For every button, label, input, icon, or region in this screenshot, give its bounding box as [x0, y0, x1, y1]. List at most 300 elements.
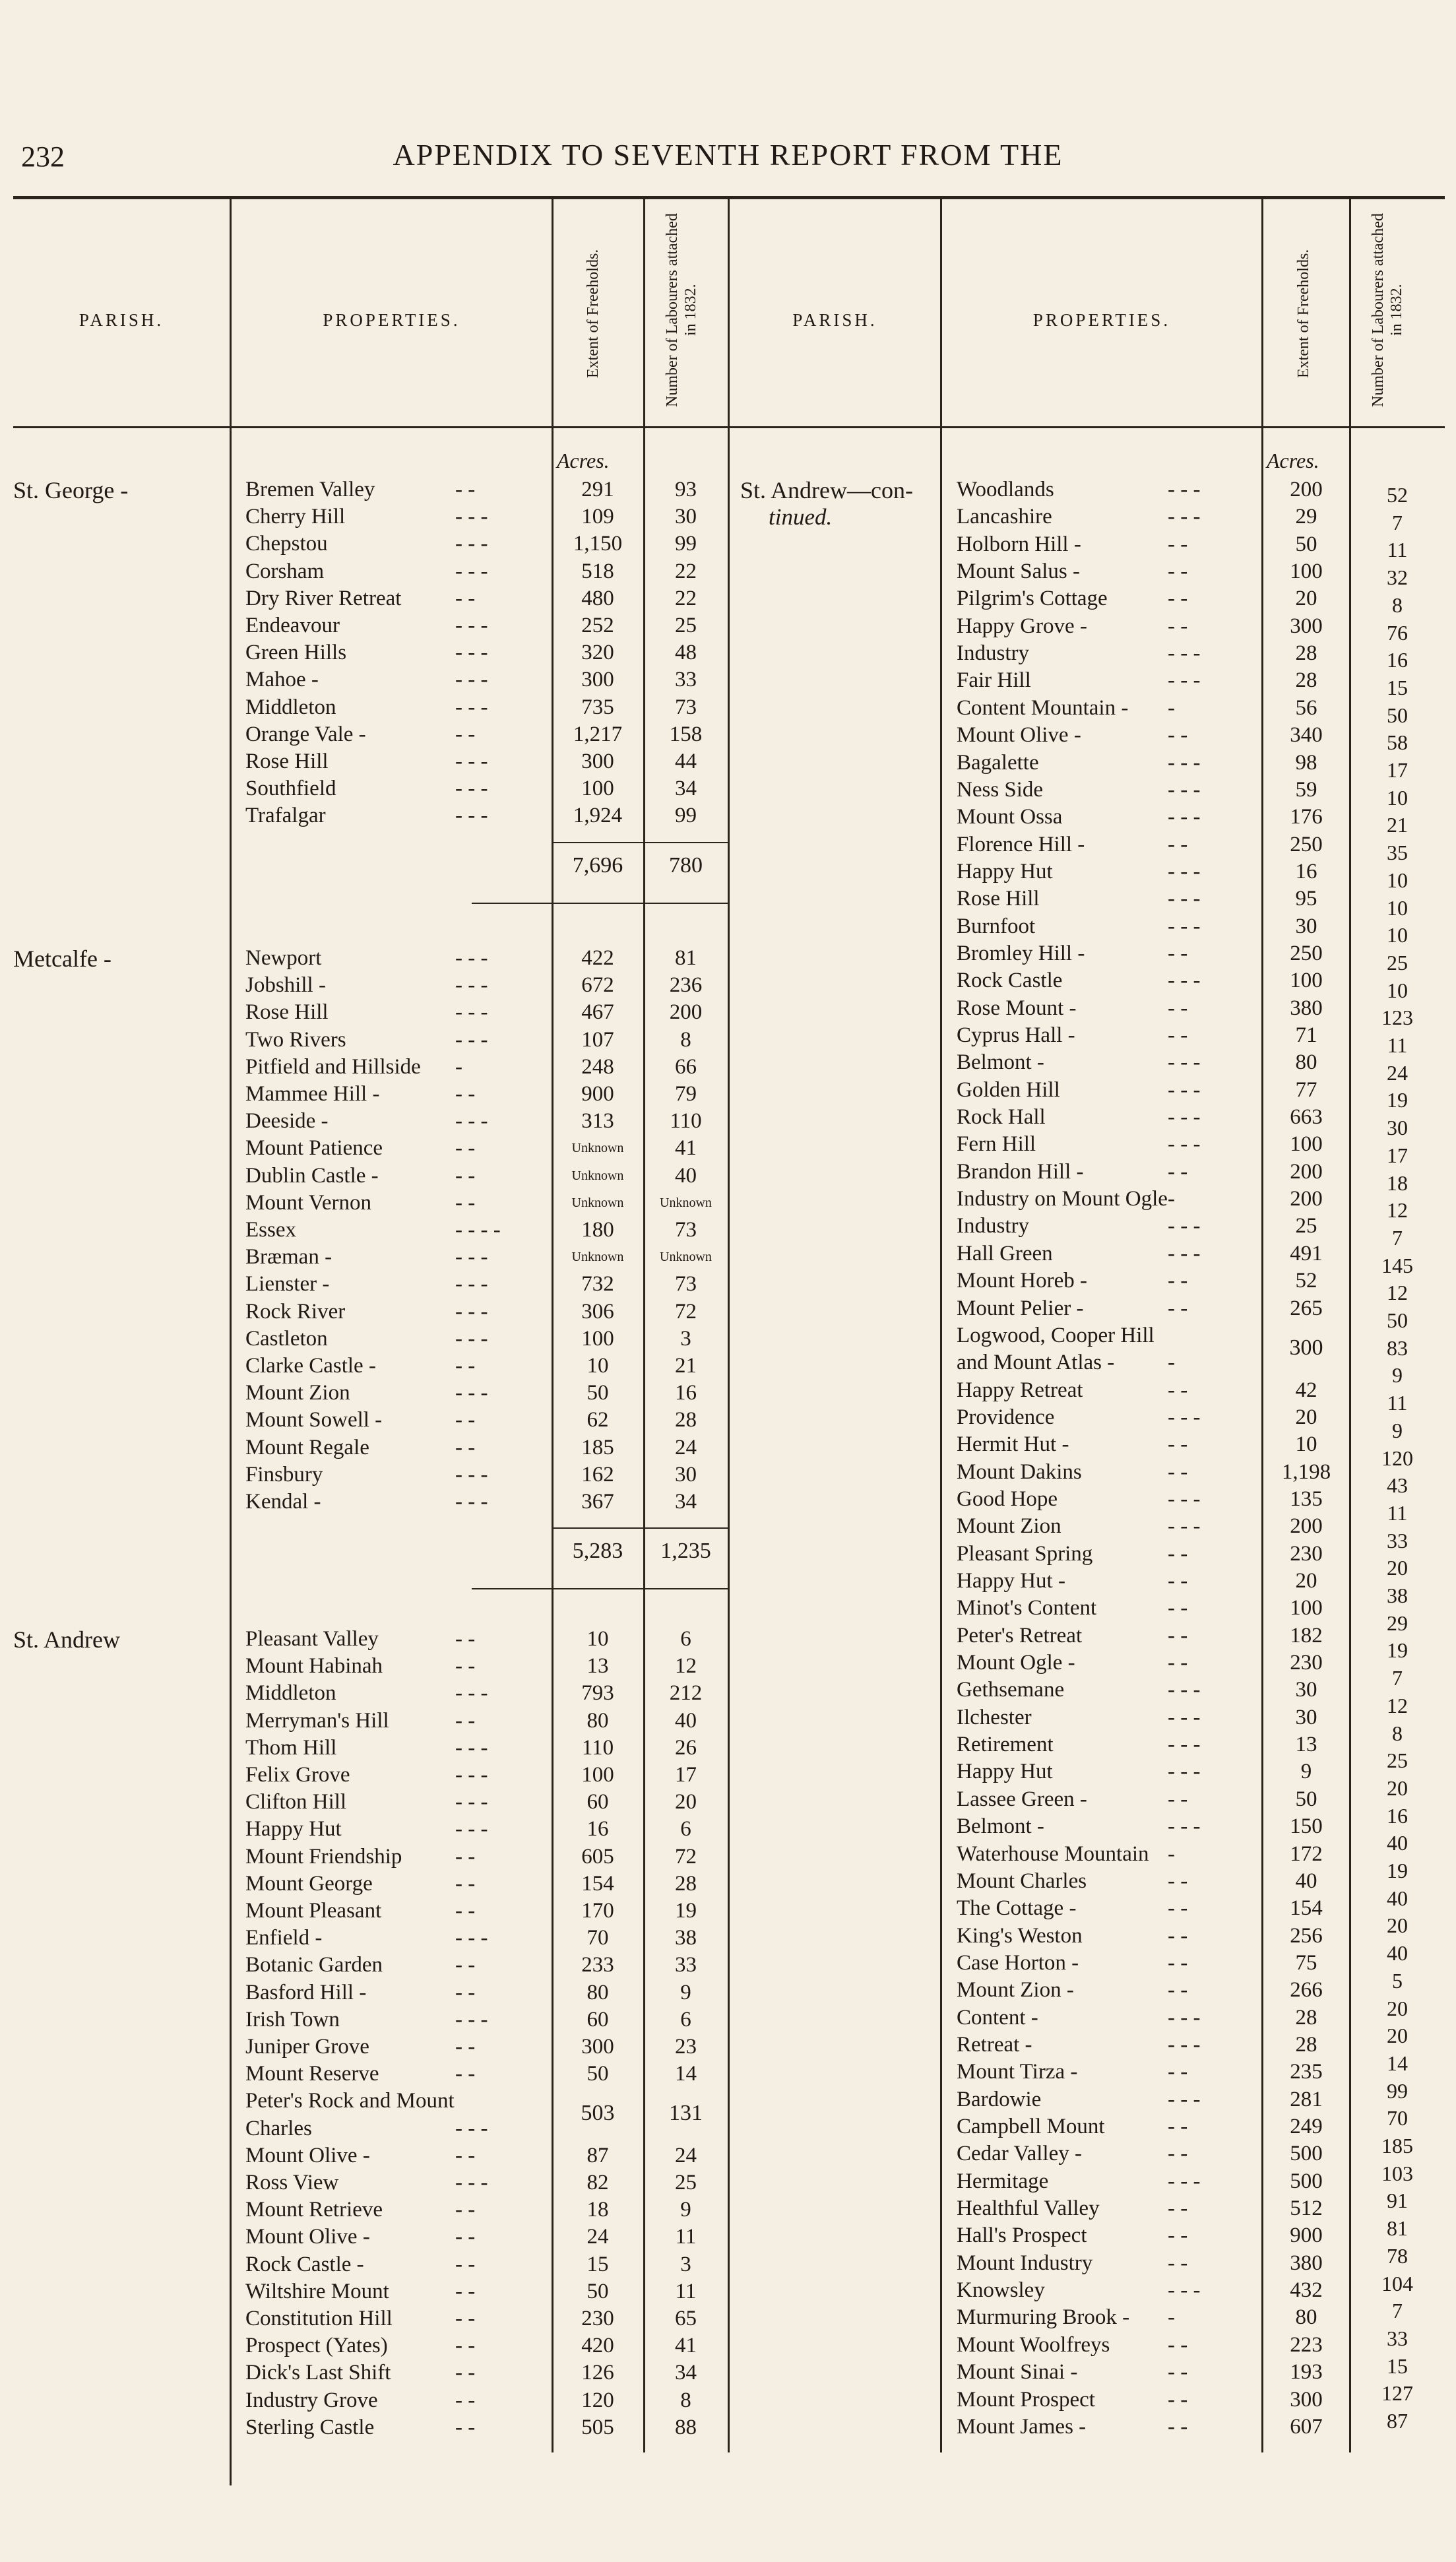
- leader-dots: - -: [1168, 2196, 1188, 2221]
- extent-value: 432: [1290, 2278, 1323, 2303]
- property-name: Campbell Mount: [957, 2115, 1105, 2138]
- leader-dots: - - -: [455, 946, 488, 970]
- leader-dots: - - -: [455, 641, 488, 665]
- extent-value: 300: [1290, 2387, 1323, 2412]
- leader-dots: - - -: [455, 2171, 488, 2194]
- extent-value: 182: [1290, 1623, 1323, 1648]
- leader-dots: - - -: [455, 1926, 488, 1950]
- property-name: Two Rivers: [245, 1027, 346, 1052]
- labourers-value: 25: [675, 2171, 697, 2194]
- property-name: Bardowie: [957, 2087, 1042, 2111]
- property-name: Belmont -: [957, 1050, 1044, 1075]
- property-name: Castleton: [245, 1326, 328, 1351]
- leader-dots: - -: [1168, 1978, 1188, 2002]
- leader-dots: - -: [1168, 2115, 1188, 2138]
- labourers-value: 24: [675, 2143, 697, 2167]
- property-name: Mount Regale: [245, 1435, 369, 1459]
- extent-value: 100: [1290, 560, 1323, 584]
- leader-dots: - - -: [455, 614, 488, 637]
- total-labourers: 1,235: [660, 1539, 711, 1564]
- leader-dots: - - - -: [455, 1218, 501, 1242]
- extent-value: 29: [1295, 505, 1317, 529]
- extent-value: 200: [1290, 478, 1323, 501]
- extent-value: 249: [1290, 2115, 1323, 2138]
- property-name: Prospect (Yates): [245, 2334, 388, 2358]
- parish-continued: St. Andrew—con-: [740, 477, 913, 503]
- leader-dots: - - -: [455, 1735, 488, 1760]
- property-name: Orange Vale -: [245, 722, 366, 746]
- labourers-value: 6: [680, 1627, 691, 1651]
- property-name: Mount Reserve: [245, 2062, 379, 2086]
- property-name: Pitfield and Hillside: [245, 1054, 421, 1079]
- leader-dots: - -: [1168, 1651, 1188, 1675]
- labourers-value: 48: [675, 641, 697, 665]
- leader-dots: - -: [455, 1354, 476, 1378]
- total-bottom-rule: [472, 903, 728, 904]
- labourers-value: 41: [675, 1136, 697, 1161]
- parish-name: Metcalfe -: [13, 945, 111, 972]
- leader-dots: - -: [455, 2388, 476, 2412]
- property-name: Golden Hill: [957, 1077, 1060, 1102]
- property-name: Mount Pleasant: [245, 1899, 382, 1923]
- extent-value: 162: [581, 1462, 614, 1487]
- property-name: Content -: [957, 2005, 1038, 2030]
- labourers-value: 20: [1387, 1776, 1408, 1800]
- property-name: Cyprus Hall -: [957, 1023, 1075, 1047]
- leader-dots: - - -: [1168, 505, 1201, 529]
- property-name: Mount James -: [957, 2414, 1087, 2439]
- extent-value: 200: [1290, 1159, 1323, 1184]
- extent-value: 512: [1290, 2196, 1323, 2221]
- property-name: Industry: [957, 1214, 1029, 1238]
- property-name: Bremen Valley: [245, 478, 375, 501]
- leader-dots: - -: [455, 2143, 476, 2167]
- leader-dots: - - -: [1168, 1105, 1201, 1130]
- labourers-value: 11: [1387, 1500, 1408, 1525]
- leader-dots: - - -: [1168, 2169, 1201, 2193]
- labourers-value: 40: [675, 1163, 697, 1188]
- property-name: Rock Castle: [957, 969, 1063, 993]
- property-name: Happy Grove -: [957, 614, 1087, 638]
- property-name: Florence Hill -: [957, 832, 1085, 856]
- extent-value: 28: [1295, 668, 1317, 693]
- leader-dots: - -: [1168, 1296, 1188, 1320]
- extent-value: 193: [1290, 2360, 1323, 2385]
- extent-value: 200: [1290, 1187, 1323, 1211]
- property-name: Middleton: [245, 695, 336, 719]
- labourers-value: 43: [1387, 1473, 1408, 1498]
- col-divider: [728, 196, 730, 2452]
- property-name: Woodlands: [957, 478, 1054, 501]
- extent-value: 30: [1295, 1705, 1317, 1729]
- property-name: Happy Retreat: [957, 1378, 1083, 1402]
- property-name: Bromley Hill -: [957, 941, 1085, 965]
- labourers-value: 29: [1387, 1611, 1408, 1635]
- extent-value: 223: [1290, 2332, 1323, 2357]
- labourers-value: 17: [1387, 758, 1408, 782]
- labourers-value: 28: [675, 1871, 697, 1896]
- property-name: Lassee Green -: [957, 1787, 1087, 1811]
- labourers-value: 52: [1387, 483, 1408, 507]
- leader-dots: - - -: [1168, 1050, 1201, 1075]
- extent-value: 607: [1290, 2414, 1323, 2439]
- leader-dots: - - -: [455, 668, 488, 692]
- extent-value: 100: [581, 1763, 614, 1787]
- property-name: Hermit Hut -: [957, 1432, 1069, 1457]
- extent-value: 100: [1290, 1596, 1323, 1620]
- property-name: Merryman's Hill: [245, 1708, 389, 1733]
- extent-value: 20: [1295, 1405, 1317, 1429]
- leader-dots: - -: [1168, 560, 1188, 584]
- leader-dots: - -: [455, 478, 476, 501]
- extent-value: 15: [586, 2252, 609, 2276]
- labourers-value: 8: [1392, 592, 1403, 617]
- extent-value: 109: [581, 505, 614, 529]
- extent-value: 170: [581, 1899, 614, 1923]
- labourers-value: 15: [1387, 2354, 1408, 2378]
- leader-dots: -: [1168, 1187, 1175, 1211]
- extent-value: 320: [581, 641, 614, 665]
- property-name: Juniper Grove: [245, 2035, 369, 2059]
- property-name: Mount Prospect: [957, 2387, 1095, 2412]
- extent-value: 10: [586, 1627, 609, 1651]
- property-name: Southfield: [245, 777, 336, 801]
- extent-value: 135: [1290, 1487, 1323, 1511]
- extent-value: 230: [1290, 1651, 1323, 1675]
- property-name: Essex: [245, 1218, 296, 1242]
- leader-dots: - - -: [455, 804, 488, 828]
- property-name: Dry River Retreat: [245, 586, 402, 610]
- leader-dots: - -: [1168, 2142, 1188, 2166]
- extent-value: 793: [581, 1681, 614, 1706]
- labourers-value: 185: [1381, 2134, 1413, 2158]
- extent-value: 25: [1295, 1214, 1317, 1238]
- labourers-value: 120: [1381, 1446, 1413, 1470]
- labourers-value: 110: [670, 1109, 702, 1134]
- property-name: Mount Zion -: [957, 1978, 1074, 2002]
- labourers-value: 11: [1387, 1033, 1408, 1057]
- labourers-value: 14: [1387, 2051, 1408, 2075]
- labourers-value: 40: [1387, 1886, 1408, 1910]
- labourers-value: 22: [675, 559, 697, 583]
- leader-dots: - -: [1168, 1159, 1188, 1184]
- labourers-value: 12: [1387, 1281, 1408, 1305]
- extent-value: 100: [1290, 1132, 1323, 1157]
- property-name: Mount Vernon: [245, 1190, 371, 1215]
- leader-dots: - -: [1168, 723, 1188, 748]
- leader-dots: - - -: [1168, 668, 1201, 693]
- property-name: Mount Woolfreys: [957, 2332, 1110, 2357]
- property-name: Rose Mount -: [957, 996, 1077, 1020]
- labourers-value: 22: [675, 586, 697, 610]
- property-name: Mount Sinai -: [957, 2360, 1078, 2385]
- extent-value: 291: [581, 478, 614, 501]
- header-labourers-right: Number of Labourers attached in 1832.: [1370, 213, 1405, 407]
- property-name: Retreat -: [957, 2032, 1032, 2057]
- leader-dots: - - -: [455, 1790, 488, 1814]
- property-name: Industry Grove: [245, 2388, 378, 2412]
- leader-dots: - - -: [455, 1000, 488, 1025]
- property-name: Mount Zion: [957, 1514, 1061, 1539]
- labourers-value: 30: [1387, 1116, 1408, 1140]
- extent-value: 20: [1295, 1569, 1317, 1593]
- extent-value: 60: [586, 2007, 609, 2032]
- property-name: Brandon Hill -: [957, 1159, 1084, 1184]
- property-name: Rose Hill: [245, 750, 329, 773]
- property-name: Constitution Hill: [245, 2307, 393, 2330]
- extent-value: 10: [1295, 1432, 1317, 1457]
- property-name: Lienster -: [245, 1272, 330, 1297]
- property-name: Rock River: [245, 1299, 346, 1324]
- leader-dots: - -: [455, 1136, 476, 1161]
- property-name: Happy Hut -: [957, 1569, 1065, 1593]
- leader-dots: - -: [1168, 2360, 1188, 2385]
- property-name: Charles: [245, 2116, 312, 2140]
- extent-value: 235: [1290, 2060, 1323, 2084]
- property-name: Bræman -: [245, 1245, 332, 1269]
- leader-dots: - -: [455, 2062, 476, 2086]
- extent-value: 900: [581, 1082, 614, 1106]
- extent-value: 250: [1290, 941, 1323, 965]
- extent-value: 16: [586, 1817, 609, 1841]
- property-name: Finsbury: [245, 1462, 323, 1487]
- leader-dots: - -: [1168, 1459, 1188, 1484]
- labourers-value: 23: [675, 2035, 697, 2059]
- labourers-value: 19: [1387, 1638, 1408, 1663]
- labourers-value: 30: [675, 1462, 697, 1487]
- labourers-value: 93: [675, 478, 697, 501]
- extent-value: 18: [586, 2198, 609, 2222]
- property-name: Industry on Mount Ogle: [957, 1187, 1168, 1211]
- leader-dots: - - -: [1168, 1733, 1201, 1757]
- extent-value: 28: [1295, 2005, 1317, 2030]
- labourers-value: 9: [680, 2198, 691, 2222]
- property-name: Mount Olive -: [245, 2225, 370, 2249]
- leader-dots: - - -: [455, 1326, 488, 1351]
- extent-value: 120: [581, 2388, 614, 2412]
- extent-value: 87: [586, 2143, 609, 2167]
- property-name: Peter's Retreat: [957, 1623, 1083, 1648]
- header-extent-right: Extent of Freeholds.: [1295, 249, 1312, 378]
- property-name: Mount Retrieve: [245, 2198, 383, 2222]
- header-properties-right: PROPERTIES.: [1032, 310, 1171, 330]
- property-name: Providence: [957, 1405, 1055, 1429]
- labourers-value: 28: [675, 1408, 697, 1432]
- property-name: Ilchester: [957, 1705, 1032, 1729]
- labourers-value: 11: [1387, 1391, 1408, 1415]
- labourers-value: 99: [675, 532, 697, 556]
- property-name: Holborn Hill -: [957, 532, 1081, 556]
- leader-dots: - - -: [455, 1272, 488, 1297]
- extent-value: 40: [1295, 1869, 1317, 1893]
- labourers-value: 19: [1387, 1088, 1408, 1112]
- labourers-value: 16: [1387, 1803, 1408, 1828]
- labourers-value: 20: [1387, 2024, 1408, 2048]
- labourers-value: 33: [675, 668, 697, 692]
- extent-value: 75: [1295, 1950, 1317, 1975]
- leader-dots: - - -: [1168, 1514, 1201, 1539]
- extent-value: 95: [1295, 887, 1317, 911]
- extent-value: 265: [1290, 1296, 1323, 1320]
- leader-dots: - - -: [1168, 1487, 1201, 1511]
- labourers-value: 14: [675, 2062, 697, 2086]
- labourers-value: 9: [680, 1980, 691, 2004]
- leader-dots: - -: [455, 2334, 476, 2358]
- leader-dots: -: [1168, 695, 1175, 720]
- leader-dots: - -: [1168, 1896, 1188, 1921]
- property-name: Mount Ossa: [957, 805, 1063, 829]
- labourers-value: 24: [675, 1435, 697, 1459]
- extent-value: 281: [1290, 2087, 1323, 2111]
- extent-value: 480: [581, 586, 614, 610]
- leader-dots: - - -: [1168, 750, 1201, 775]
- extent-value: 422: [581, 946, 614, 970]
- labourers-value: 8: [680, 1027, 691, 1052]
- extent-value: 252: [581, 614, 614, 637]
- leader-dots: - -: [455, 1708, 476, 1733]
- labourers-value: 73: [675, 1218, 697, 1242]
- property-name: Sterling Castle: [245, 2415, 375, 2439]
- extent-value: 420: [581, 2334, 614, 2358]
- leader-dots: - - -: [1168, 1077, 1201, 1102]
- merged-extent: 300: [1289, 1335, 1323, 1360]
- labourers-value: 34: [675, 1490, 697, 1514]
- extent-value: 59: [1295, 777, 1317, 802]
- property-name: Industry: [957, 641, 1029, 666]
- leader-dots: - -: [455, 1163, 476, 1188]
- extent-value: 16: [1295, 859, 1317, 883]
- labourers-value: 145: [1381, 1253, 1413, 1277]
- extent-value: 300: [581, 2035, 614, 2059]
- leader-dots: - -: [455, 1844, 476, 1869]
- labourers-value: 50: [1387, 703, 1408, 727]
- property-name: Mount Horeb -: [957, 1269, 1087, 1293]
- labourers-value: 73: [675, 1272, 697, 1297]
- total-top-rule: [553, 842, 728, 843]
- property-name: Fair Hill: [957, 668, 1031, 693]
- extent-value: 185: [581, 1435, 614, 1459]
- property-name: Endeavour: [245, 614, 340, 637]
- property-name: Good Hope: [957, 1487, 1058, 1511]
- labourers-value: 33: [675, 1953, 697, 1977]
- total-labourers: 780: [669, 852, 703, 878]
- leader-dots: - -: [1168, 1950, 1188, 1975]
- labourers-value: 20: [675, 1790, 697, 1814]
- extent-value: 77: [1295, 1077, 1317, 1102]
- extent-value: 250: [1290, 832, 1323, 856]
- extent-value: 60: [586, 1790, 609, 1814]
- property-name: Corsham: [245, 559, 325, 583]
- labourers-value: 7: [1392, 510, 1403, 534]
- labourers-value: 10: [1387, 785, 1408, 810]
- leader-dots: - -: [455, 1627, 476, 1651]
- leader-dots: - -: [1168, 614, 1188, 638]
- leader-dots: - - -: [1168, 1132, 1201, 1157]
- property-name: Gethsemane: [957, 1678, 1065, 1702]
- extent-value: 266: [1290, 1978, 1323, 2002]
- property-name: Pilgrim's Cottage: [957, 587, 1108, 611]
- property-name: Felix Grove: [245, 1763, 350, 1787]
- property-name: Hall Green: [957, 1241, 1053, 1265]
- property-name: Mount Olive -: [957, 723, 1081, 748]
- leader-dots: - - -: [1168, 805, 1201, 829]
- labourers-value: 11: [675, 2279, 697, 2303]
- leader-dots: - -: [1168, 832, 1188, 856]
- leader-dots: - - -: [455, 2007, 488, 2032]
- extent-value: 500: [1290, 2142, 1323, 2166]
- leader-dots: - - -: [455, 532, 488, 556]
- leader-dots: - -: [1168, 1541, 1188, 1566]
- extent-value: 900: [1290, 2224, 1323, 2248]
- labourers-value: 17: [1387, 1143, 1408, 1167]
- property-name: Clarke Castle -: [245, 1354, 376, 1378]
- extent-value: 56: [1295, 695, 1317, 720]
- property-name: Green Hills: [245, 641, 347, 665]
- labourers-value: 3: [680, 1326, 691, 1351]
- property-name: Happy Hut: [957, 859, 1053, 883]
- leader-dots: - -: [455, 1953, 476, 1977]
- labourers-value: 236: [669, 973, 703, 998]
- labourers-value: 103: [1381, 2161, 1413, 2185]
- property-name: Peter's Rock and Mount: [245, 2089, 455, 2113]
- leader-dots: - - -: [455, 695, 488, 719]
- labourers-value: 21: [1387, 813, 1408, 837]
- extent-value: 313: [581, 1109, 614, 1134]
- property-name: Enfield -: [245, 1926, 323, 1950]
- property-name: Dick's Last Shift: [245, 2361, 391, 2385]
- property-name: Mount Olive -: [245, 2143, 370, 2167]
- total-extent: 7,696: [572, 852, 623, 878]
- leader-dots: -: [1168, 2305, 1175, 2330]
- leader-dots: - - -: [455, 559, 488, 583]
- leader-dots: - -: [455, 586, 476, 610]
- total-bottom-rule: [472, 1588, 728, 1589]
- labourers-value: 72: [675, 1844, 697, 1869]
- leader-dots: - -: [1168, 1023, 1188, 1047]
- property-name: Rock Hall: [957, 1105, 1046, 1130]
- labourers-value: Unknown: [660, 1195, 712, 1210]
- property-name: Murmuring Brook -: [957, 2305, 1130, 2330]
- leader-dots: -: [455, 1054, 462, 1079]
- labourers-value: 8: [1392, 1721, 1403, 1745]
- extent-value: 172: [1290, 1841, 1323, 1866]
- units-label-right: Acres.: [1267, 449, 1319, 472]
- labourers-value: 20: [1387, 1913, 1408, 1938]
- leader-dots: - - -: [1168, 887, 1201, 911]
- header-extent: Extent of Freeholds.: [585, 249, 602, 378]
- extent-value: 10: [586, 1354, 609, 1378]
- leader-dots: - - -: [1168, 641, 1201, 666]
- extent-value: 1,217: [573, 722, 623, 746]
- labourers-value: 11: [1387, 538, 1408, 562]
- extent-value: 13: [586, 1654, 609, 1679]
- leader-dots: - - -: [1168, 859, 1201, 883]
- property-name: Rock Castle -: [245, 2252, 364, 2276]
- property-name: Mount Dakins: [957, 1459, 1082, 1484]
- labourers-value: 73: [675, 695, 697, 719]
- extent-value: 340: [1290, 723, 1323, 748]
- extent-value: 367: [581, 1490, 614, 1514]
- extent-value: 100: [581, 777, 614, 801]
- leader-dots: - - -: [455, 1109, 488, 1134]
- extent-value: 24: [586, 2225, 609, 2249]
- leader-dots: - - -: [455, 1817, 488, 1841]
- extent-value: Unknown: [571, 1168, 624, 1183]
- labourers-value: 81: [1387, 2216, 1408, 2241]
- extent-value: 52: [1295, 1269, 1317, 1293]
- extent-value: 248: [581, 1054, 614, 1079]
- leader-dots: - -: [1168, 1869, 1188, 1893]
